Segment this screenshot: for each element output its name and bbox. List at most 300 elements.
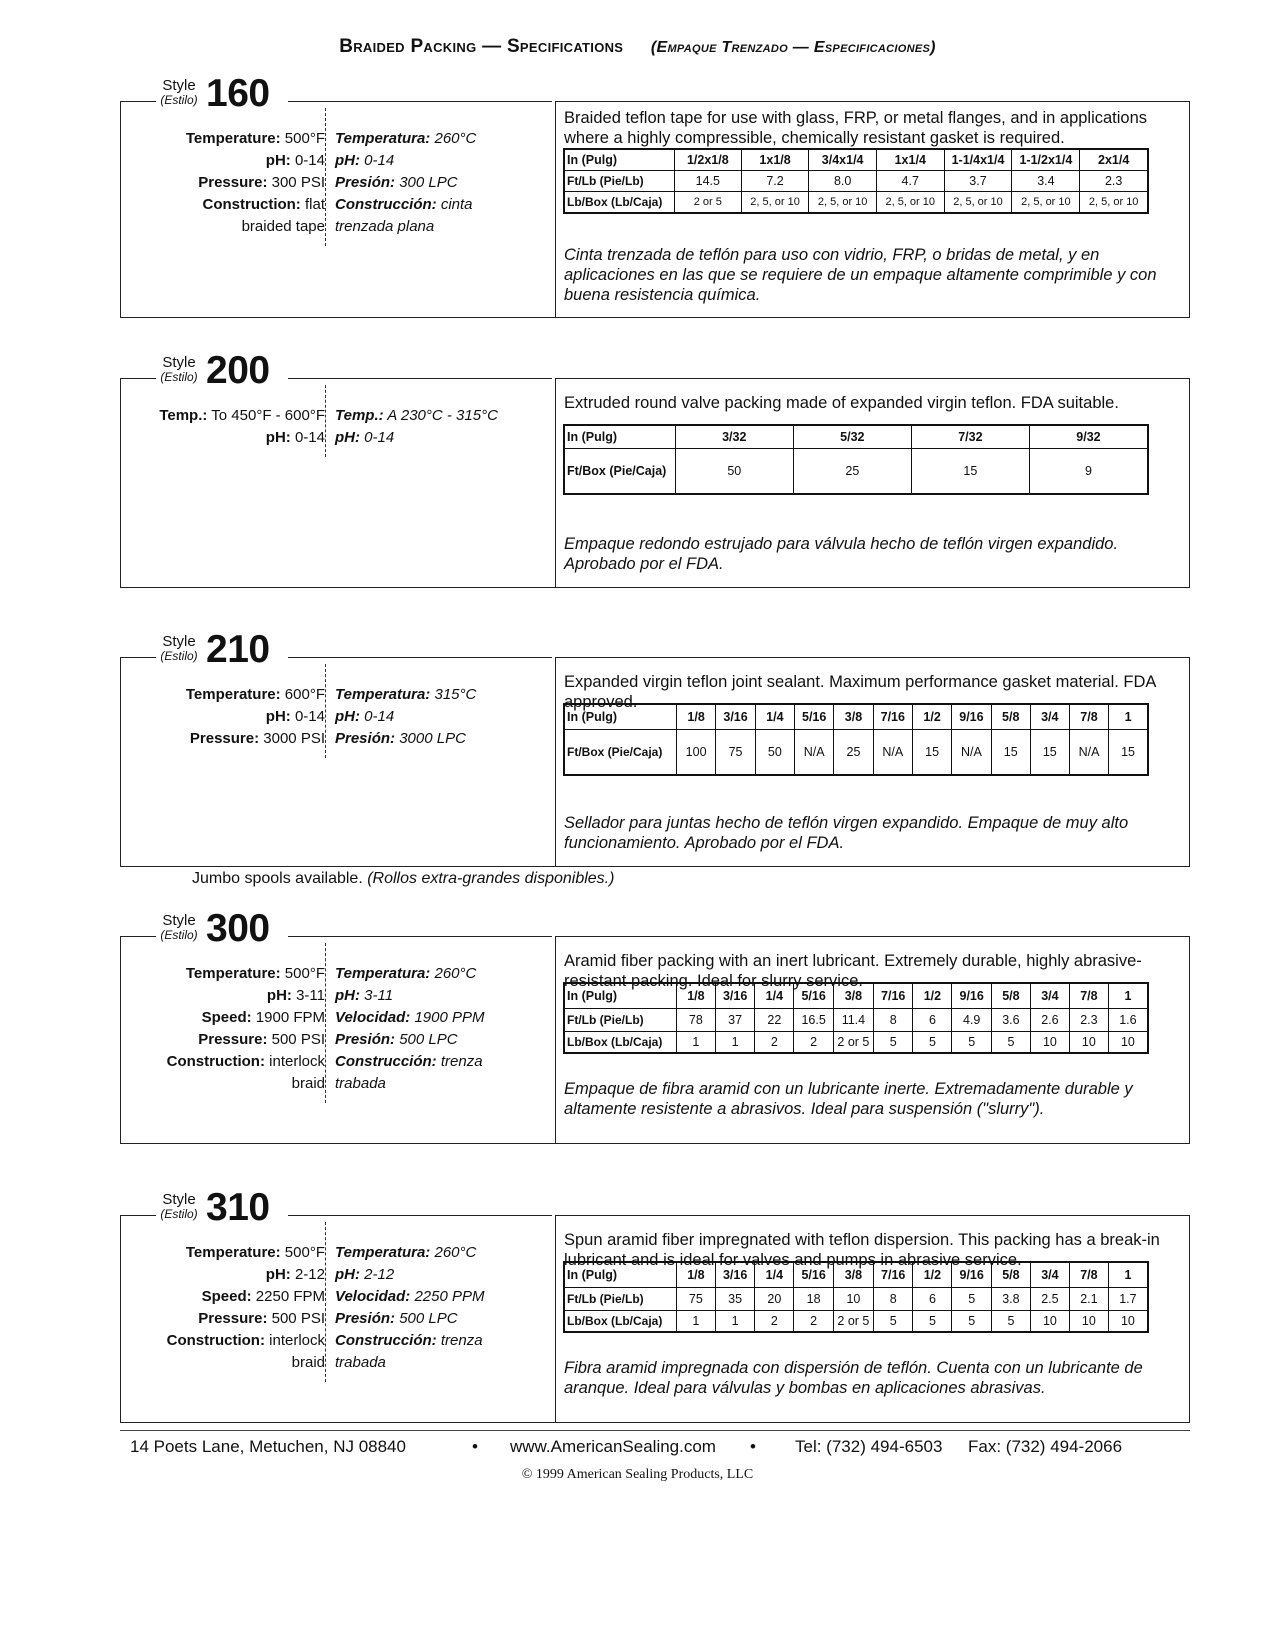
table-cell: 5 [991,1311,1030,1333]
column-header: 1x1/4 [876,149,944,171]
header-rule-left [120,101,158,102]
estilo-word: (Estilo) [160,1207,198,1221]
spec-es-value: 0-14 [364,152,395,169]
spec-en-value: 500 PSI [271,1031,325,1048]
spec-row [120,1264,555,1286]
table-cell: 2.5 [1030,1288,1069,1311]
table-cell: 2.3 [1069,1009,1108,1032]
table-cell: 15 [1030,730,1069,776]
column-header: 1 [1109,704,1148,730]
spec-es-value: trenzada plana [335,218,435,235]
style-label [156,72,284,128]
row-header: Ft/Lb (Pie/Lb) [564,1288,676,1311]
table-cell: 75 [716,730,756,776]
column-header: 5/16 [794,983,834,1009]
spec-es [335,684,476,706]
spec-en [186,684,325,706]
spec-en-label: Construction: [166,1332,265,1349]
spec-en [186,1242,325,1264]
spec-es-label: pH: [335,708,360,725]
spec-row [120,216,555,238]
header-rule-right [288,657,552,658]
table-cell: 8 [873,1288,913,1311]
spec-es-value: 260°C [434,130,477,147]
style-word: Style [162,77,196,94]
spec-es-label: Construcción: [335,1053,437,1070]
table-row [564,1032,1148,1054]
table-cell: 5 [991,1032,1030,1054]
table-cell: 1 [715,1032,755,1054]
spec-es [335,1352,386,1374]
spec-en-value: 0-14 [294,152,325,169]
spec-row [120,1330,555,1352]
spec-en-value: 600°F [284,686,325,703]
spec-row [120,427,555,449]
spec-en-label: pH: [265,708,291,725]
spec-row [120,728,555,750]
row-header: In (Pulg) [564,704,676,730]
row-header: In (Pulg) [564,425,675,449]
header-rule-left [120,936,158,937]
style-number: 310 [206,1186,270,1229]
spec-en-value: 2-12 [294,1266,325,1283]
column-header: 1/2x1/8 [674,149,741,171]
spec-en [266,150,325,172]
spec-en [202,1007,325,1029]
table-cell: 2 [794,1032,834,1054]
style-word: Style [162,1191,196,1208]
spec-en-label: Pressure: [189,730,260,747]
style-label [156,628,284,684]
size-table [563,1261,1149,1333]
table-cell: 10 [1030,1032,1069,1054]
spec-es-label: pH: [335,152,360,169]
column-header: 3/16 [715,983,755,1009]
spec-es [335,405,498,427]
spec-en-label: Speed: [201,1009,252,1026]
spec-en [266,427,325,449]
spec-en-value: braid [291,1354,325,1371]
spec-en [267,985,325,1007]
spec-en-label: Construction: [202,196,301,213]
spec-row [120,1029,555,1051]
column-header: 5/16 [794,704,834,730]
spec-es-label: pH: [335,987,360,1004]
style-label [156,907,284,963]
header-rule-left [120,657,158,658]
spec-es [335,1242,476,1264]
footer-address: 14 Poets Lane, Metuchen, NJ 08840 [130,1437,406,1456]
table-cell: 3.7 [944,171,1012,192]
column-header: 3/8 [833,1262,873,1288]
spec-en [292,1352,325,1374]
table-cell: 6 [913,1288,952,1311]
table-cell: 10 [1069,1311,1108,1333]
column-header: 5/32 [793,425,911,449]
spec-es [335,1073,386,1095]
table-cell: 2 or 5 [833,1311,873,1333]
spec-row [120,985,555,1007]
table-cell: 2 or 5 [833,1032,873,1054]
row-header: Lb/Box (Lb/Caja) [564,192,674,214]
spec-en-label: pH: [265,152,291,169]
header-title-es: (Empaque Trenzado — Especificaciones) [650,39,936,56]
column-header: 3/4x1/4 [809,149,877,171]
spec-es [335,728,466,750]
table-cell: 2.3 [1080,171,1148,192]
table-cell: 25 [834,730,873,776]
table-cell: 2, 5, or 10 [876,192,944,214]
spec-en-label: Temperature: [185,686,281,703]
spec-es [335,1051,483,1073]
estilo-word: (Estilo) [160,93,198,107]
spec-es [335,216,434,238]
table-cell: 1 [676,1311,715,1333]
table-row [564,192,1148,214]
table-cell: 50 [675,449,793,495]
column-header: 3/8 [833,983,873,1009]
spec-row [120,706,555,728]
spec-es-value: cinta [440,196,473,213]
spec-es-label: Temp.: [335,407,384,424]
spec-es-value: 260°C [434,1244,477,1261]
spec-en [167,1330,325,1352]
row-header: Ft/Lb (Pie/Lb) [564,1009,676,1032]
spec-es-value: trenza [440,1053,483,1070]
description-es: Empaque redondo estrujado para válvula hecho de teflón virgen expandido. Aprobado por el FDA. [564,535,1119,573]
spec-en-label: Temperature: [185,130,281,147]
footer-tel: Tel: (732) 494-6503 [795,1437,943,1456]
table-cell: 2.6 [1030,1009,1069,1032]
estilo-word: (Estilo) [160,370,198,384]
spec-en-value: 500°F [284,965,325,982]
spec-es-value: 0-14 [364,708,395,725]
spec-es-label: pH: [335,1266,360,1283]
table-cell: N/A [1069,730,1108,776]
spec-en-label: pH: [266,987,292,1004]
column-header: 3/4 [1030,704,1069,730]
spec-row [120,963,555,985]
table-cell: 1.6 [1108,1009,1148,1032]
spec-en-value: 500°F [284,1244,325,1261]
header-rule-right [288,1215,552,1216]
spec-en-label: pH: [265,1266,291,1283]
column-header: 7/16 [873,983,913,1009]
spec-en-label: Temperature: [185,965,281,982]
table-cell: 50 [755,730,794,776]
column-header: 5/8 [991,704,1030,730]
table-cell: 2, 5, or 10 [944,192,1012,214]
footer-bullet-1: • [472,1437,478,1456]
table-cell: 11.4 [833,1009,873,1032]
spec-en-label: Temperature: [185,1244,281,1261]
column-header: 1/8 [676,704,715,730]
spec-es [335,150,394,172]
spec-es [335,194,473,216]
column-header: 5/8 [991,1262,1030,1288]
style-word-stack [156,78,202,108]
table-cell: 4.7 [876,171,944,192]
table-cell: 20 [755,1288,794,1311]
description-en: Spun aramid fiber impregnated with teflon dispersion. This packing has a break-in lubricant and is ideal for valves and pumps in abrasive service. [564,1231,1160,1269]
spec-row [120,1308,555,1330]
table-cell: 5 [952,1288,992,1311]
table-cell: 8 [873,1009,913,1032]
table-cell: 1 [715,1311,755,1333]
table-cell: N/A [794,730,834,776]
table-cell: 16.5 [794,1009,834,1032]
spec-en-label: Pressure: [198,174,268,191]
spec-es-label: Temperatura: [335,130,431,147]
page-header [0,36,1275,58]
spec-es-label: Construcción: [335,196,437,213]
table-cell: 3.4 [1012,171,1080,192]
footer-bullet-2: • [750,1437,756,1456]
style-word: Style [162,633,196,650]
description-es: Cinta trenzada de teflón para uso con vidrio, FRP, o bridas de metal, y en aplicaciones en las que se requiere de un empaque altamente comprimible y con buena resistencia química. [564,246,1157,304]
style-label [156,1186,284,1242]
column-header: 3/16 [716,704,756,730]
table-row [564,1009,1148,1032]
column-header: 1/2 [913,1262,952,1288]
style-block-310 [120,1186,1190,1423]
table-cell: 2 [755,1311,794,1333]
column-header: 1/8 [676,1262,715,1288]
spec-es-label: Velocidad: [335,1288,411,1305]
spec-es [335,427,394,449]
spec-en [198,172,325,194]
description-en: Expanded virgin teflon joint sealant. Maximum performance gasket material. FDA approved. [564,673,1156,711]
table-cell: 1 [676,1032,715,1054]
spec-en [202,194,325,216]
description-en: Aramid fiber packing with an inert lubricant. Extremely durable, highly abrasive-resistant packing. Ideal for slurry service. [564,952,1142,990]
spec-en [167,1051,325,1073]
column-header: 7/32 [911,425,1029,449]
spec-es [335,706,394,728]
spec-es-value: trenza [440,1332,483,1349]
spec-en-value: 0-14 [294,429,325,446]
spec-en [292,1073,325,1095]
spec-en-value: 500°F [284,130,325,147]
row-header: Lb/Box (Lb/Caja) [564,1032,676,1054]
spec-en-value: 2250 FPM [255,1288,325,1305]
estilo-word: (Estilo) [160,928,198,942]
table-cell: 2.1 [1069,1288,1108,1311]
table-cell: 10 [1030,1311,1069,1333]
table-header-row [564,704,1148,730]
spec-es-value: 3-11 [364,987,394,1004]
column-header: 3/32 [675,425,793,449]
table-cell: 5 [913,1032,952,1054]
table-cell: 5 [873,1311,913,1333]
table-cell: 15 [1109,730,1148,776]
description-es: Fibra aramid impregnada con dispersión de teflón. Cuenta con un lubricante de aranque. Ideal para válvulas y bombas en aplicaciones abrasivas. [564,1359,1143,1397]
column-header: 1x1/8 [741,149,809,171]
header-rule-right [288,936,552,937]
spec-en [242,216,325,238]
table-cell: 2, 5, or 10 [741,192,809,214]
table-cell: 5 [952,1311,992,1333]
table-cell: 22 [755,1009,794,1032]
spec-en [266,706,325,728]
spec-es [335,1029,458,1051]
spec-row [120,1051,555,1073]
column-header: 1/8 [676,983,715,1009]
table-cell: N/A [873,730,913,776]
spec-es-value: trabada [335,1075,386,1092]
description-en: Extruded round valve packing made of expanded virgin teflon. FDA suitable. [564,394,1119,412]
column-header: 3/8 [834,704,873,730]
spec-en-label: Speed: [201,1288,252,1305]
table-cell: 9 [1029,449,1148,495]
spec-es-value: 500 LPC [399,1031,458,1048]
note-text: Jumbo spools available. (Rollos extra-grandes disponibles.) [192,870,615,887]
table-cell: 4.9 [952,1009,992,1032]
spec-es [335,1330,483,1352]
spec-row [120,150,555,172]
column-header: 9/16 [952,983,992,1009]
spec-row [120,128,555,150]
table-cell: 7.2 [741,171,809,192]
spec-es-value: 260°C [434,965,477,982]
spec-list [120,963,555,1095]
spec-es-label: Temperatura: [335,1244,431,1261]
column-header: 3/16 [715,1262,755,1288]
spec-es [335,1286,485,1308]
table-cell: 100 [676,730,715,776]
spec-en-value: interlock [269,1053,325,1070]
table-cell: 2, 5, or 10 [1012,192,1080,214]
spec-es [335,172,458,194]
spec-en [159,405,325,427]
spec-es-label: Velocidad: [335,1009,411,1026]
table-cell: 25 [793,449,911,495]
spec-en-value: 1900 FPM [255,1009,325,1026]
spec-en-value: 0-14 [294,708,325,725]
spec-es [335,1308,458,1330]
table-cell: 2, 5, or 10 [1080,192,1148,214]
spec-en-label: Construction: [166,1053,265,1070]
table-row [564,1288,1148,1311]
style-word-stack [156,1192,202,1222]
header-rule-left [120,1215,158,1216]
spec-es-value: 2250 PPM [414,1288,485,1305]
spec-es [335,1264,394,1286]
spec-en-value: 3000 PSI [263,730,325,747]
row-header: Ft/Box (Pie/Caja) [564,730,676,776]
column-header: 1-1/2x1/4 [1012,149,1080,171]
header-rule-left [120,378,158,379]
table-cell: 5 [873,1032,913,1054]
spec-en-value: braid [291,1075,325,1092]
column-header: 9/32 [1029,425,1148,449]
table-cell: 8.0 [809,171,877,192]
style-number: 200 [206,349,270,392]
spec-row [120,1073,555,1095]
spec-es-value: 1900 PPM [414,1009,485,1026]
table-header-row [564,425,1148,449]
table-cell: 10 [833,1288,873,1311]
style-word-stack [156,634,202,664]
table-cell: 10 [1108,1311,1148,1333]
spec-row [120,684,555,706]
spec-en [198,1308,325,1330]
spec-list [120,128,555,238]
style-number: 300 [206,907,270,950]
table-cell: 5 [913,1311,952,1333]
description-es: Empaque de fibra aramid con un lubricante inerte. Extremadamente durable y altamente resistente a abrasivos. Ideal para suspensión ("slurry"). [564,1080,1133,1118]
size-table [563,703,1149,776]
table-cell: 10 [1108,1032,1148,1054]
style-word: Style [162,912,196,929]
column-header: 1/4 [755,1262,794,1288]
column-header: 1/2 [913,983,952,1009]
spec-es-label: Temperatura: [335,965,431,982]
spec-en-value: flat [304,196,325,213]
column-header: 1 [1108,1262,1148,1288]
spec-en-value: To 450°F - 600°F [211,407,325,424]
style-word-stack [156,355,202,385]
spec-es-value: 0-14 [364,429,395,446]
header-rule-right [288,378,552,379]
style-block-200 [120,349,1190,588]
spec-es-label: pH: [335,429,360,446]
spec-row [120,194,555,216]
spec-row [120,1286,555,1308]
style-word-stack [156,913,202,943]
description-es: Sellador para juntas hecho de teflón virgen expandido. Empaque de muy alto funcionamiento. Aprobado por el FDA. [564,814,1129,852]
style-block-160 [120,72,1190,318]
copyright: © 1999 American Sealing Products, LLC [521,1467,754,1482]
style-word: Style [162,354,196,371]
spec-es [335,985,393,1007]
table-header-row [564,149,1148,171]
style-number: 160 [206,72,270,115]
spec-en [266,1264,325,1286]
column-header: 7/16 [873,1262,913,1288]
table-cell: 14.5 [674,171,741,192]
spec-es-value: 3000 LPC [399,730,466,747]
column-header: 1/2 [913,704,952,730]
spec-en-value: 300 PSI [271,174,325,191]
table-row [564,1311,1148,1333]
spec-en-value: 3-11 [296,987,325,1004]
style-block-300 [120,907,1190,1144]
spec-en-value: 500 PSI [271,1310,325,1327]
table-cell: 5 [952,1032,992,1054]
spec-en-value: interlock [269,1332,325,1349]
table-header-row [564,1262,1148,1288]
spec-row [120,1242,555,1264]
spec-en [198,1029,325,1051]
spec-en-label: pH: [265,429,291,446]
row-header: Ft/Lb (Pie/Lb) [564,171,674,192]
column-header: 2x1/4 [1080,149,1148,171]
column-header: 1/4 [755,983,794,1009]
table-cell: 1.7 [1108,1288,1148,1311]
column-header: 9/16 [952,1262,992,1288]
spec-es-value: A 230°C - 315°C [387,407,498,424]
column-header: 1-1/4x1/4 [944,149,1012,171]
spec-en [186,963,325,985]
table-cell: N/A [952,730,992,776]
row-header: In (Pulg) [564,149,674,171]
column-header: 5/8 [991,983,1030,1009]
footer-website[interactable]: www.AmericanSealing.com [510,1437,716,1456]
table-cell: 15 [911,449,1029,495]
table-cell: 2 [755,1032,794,1054]
spec-en [202,1286,325,1308]
